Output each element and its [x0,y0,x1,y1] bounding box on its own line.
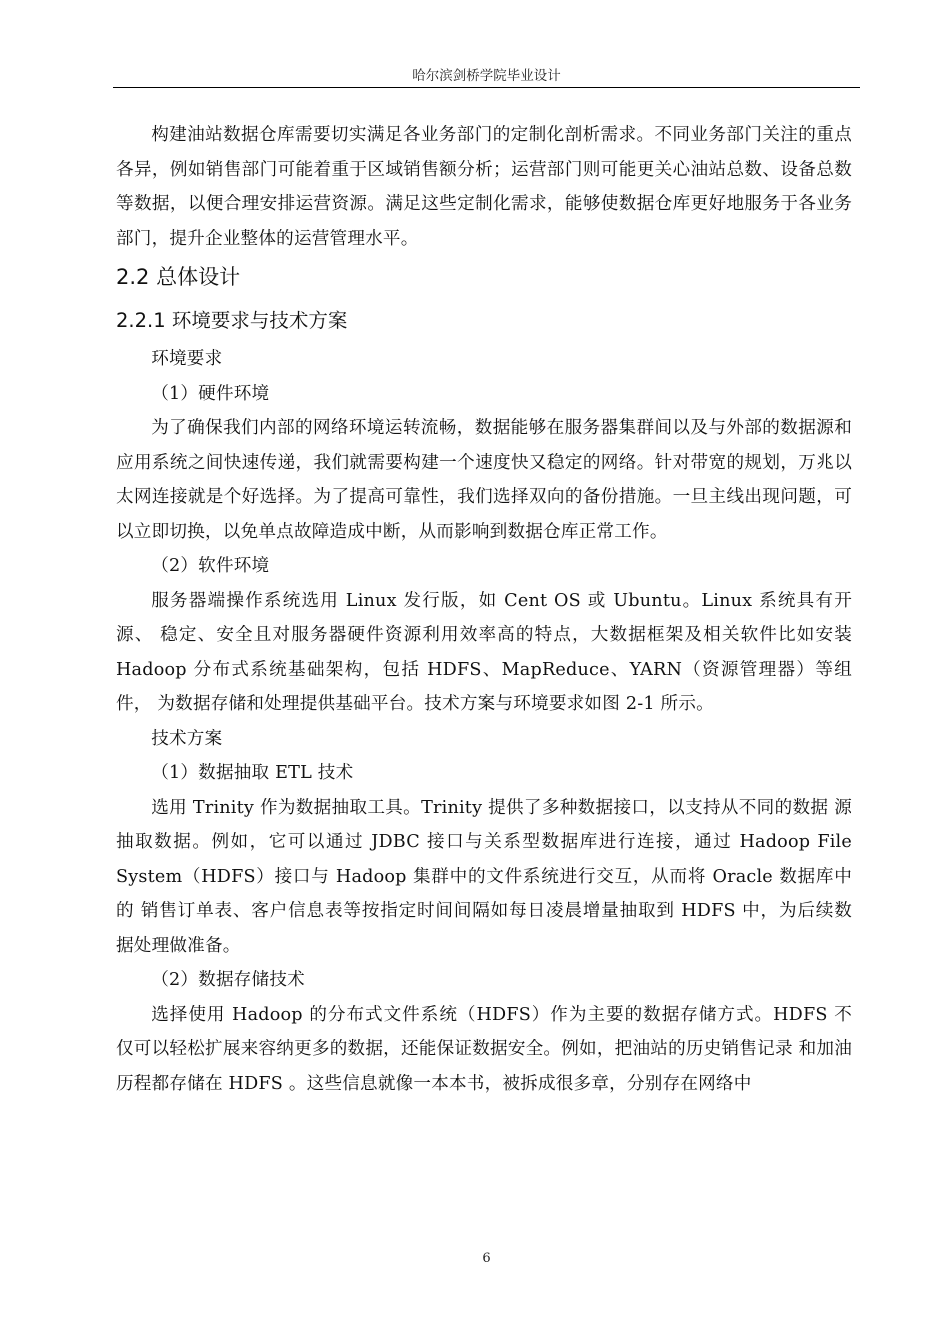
section-heading-2-2: 2.2 总体设计 [116,265,241,289]
etl-label: （1）数据抽取 ETL 技术 [151,763,354,783]
hardware-label: （1）硬件环境 [151,383,270,404]
environment-label: 环境要求 [151,349,223,369]
software-label: （2）软件环境 [151,556,270,576]
storage-label: （2）数据存储技术 [151,970,305,990]
software-paragraph: 服务器端操作系统选用 Linux 发行版，如 Cent OS 或 Ubuntu。Linux 系统具有开源、 稳定、安全且对服务器硬件资源利用效率高的特点，大数据框架及相关软件比如安装 Hadoop 分布式系统基础架构，包括 HDFS、MapReduce、YARN（资源管理器）等组件， 为数据存储和处理提供基础平台。技术方案与环境要求如图 2-1 所示。 [116,590,852,714]
etl-paragraph: 选用 Trinity 作为数据抽取工具。Trinity 提供了多种数据接口，以支持从不同的数据 源抽取数据。例如，它可以通过 JDBC 接口与关系型数据库进行连接，通过 Hadoop File System（HDFS）接口与 Hadoop 集群中的文件系统进行交互，从而将 Oracle 数据库中的 销售订单表、客户信息表等按指定时间间隔如每日凌晨增量抽取到 HDFS 中，为后续数 据处理做准备。 [116,797,852,956]
storage-paragraph: 选择使用 Hadoop 的分布式文件系统（HDFS）作为主要的数据存储方式。HDFS 不 仅可以轻松扩展来容纳更多的数据，还能保证数据安全。例如，把油站的历史销售记录 和加油历程都存储在 HDFS 。这些信息就像一本本书，被拆成很多章，分别存在网络中 [116,1004,852,1094]
page-number: 6 [482,1251,491,1266]
header-divider [113,87,860,88]
page-header: 哈尔滨剑桥学院毕业设计 [412,68,561,84]
document-body [116,118,852,1101]
section-heading-2-2-1: 2.2.1 环境要求与技术方案 [116,309,348,332]
hardware-paragraph: 为了确保我们内部的网络环境运转流畅，数据能够在服务器集群间以及与外部的数据源和应用系统之间快速传递，我们就需要构建一个速度快又稳定的网络。针对带宽的规划，万兆以太网连接就是个好选择。为了提高可靠性，我们选择双向的备份措施。一旦主线出现问题，可以立即切换，以免单点故障造成中断，从而影响到数据仓库正常工作。 [116,418,852,542]
tech-plan-label: 技术方案 [151,728,223,749]
intro-paragraph: 构建油站数据仓库需要切实满足各业务部门的定制化剖析需求。不同业务部门关注的重点各异，例如销售部门可能着重于区域销售额分析；运营部门则可能更关心油站总数、设备总数等数据，以便合理安排运营资源。满足这些定制化需求，能够使数据仓库更好地服务于各业务部门，提升企业整体的运营管理水平。 [116,125,852,249]
